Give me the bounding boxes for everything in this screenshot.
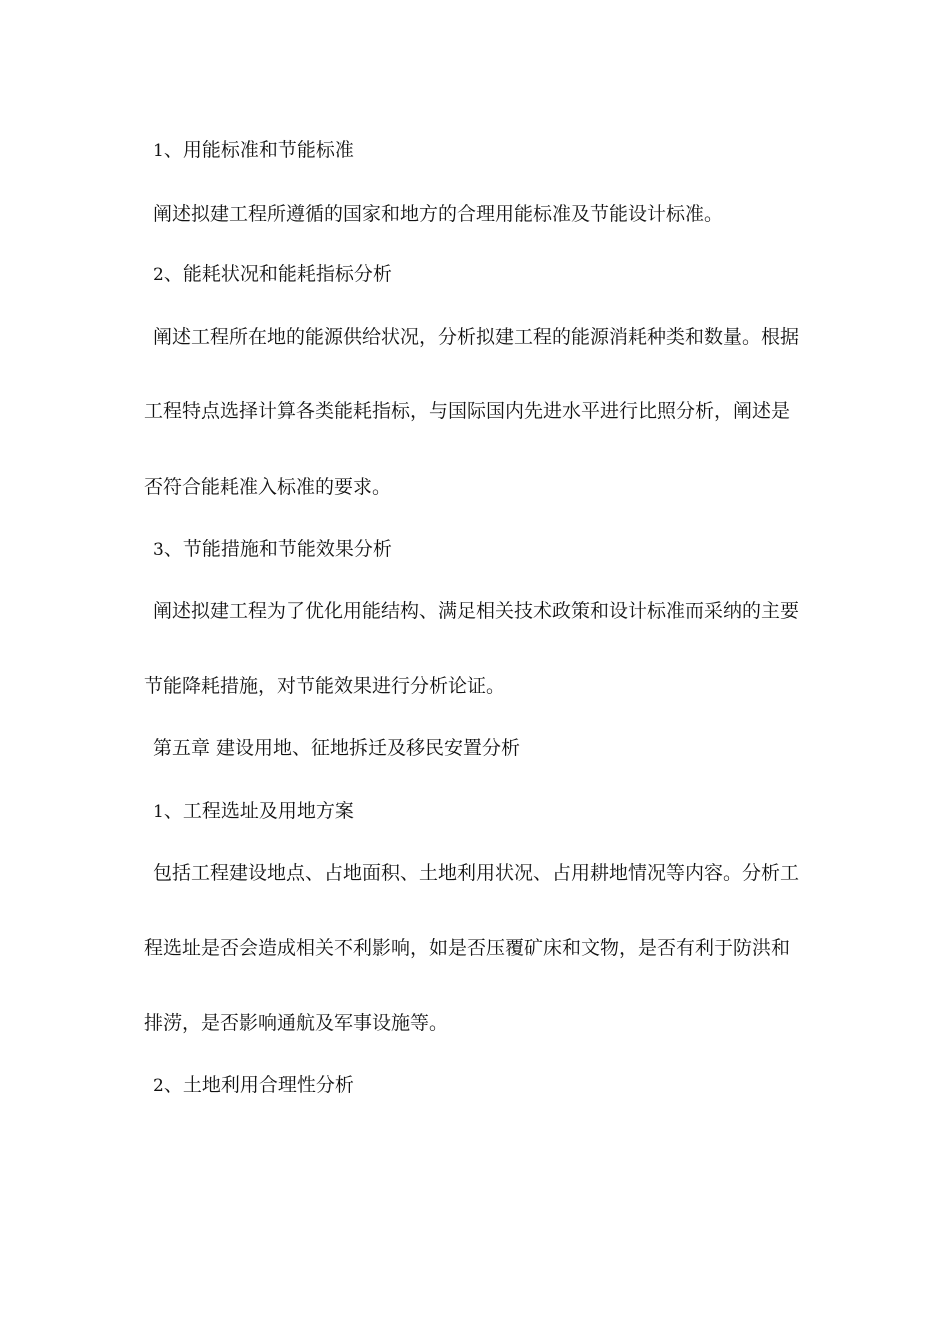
- paragraph-line: 否符合能耗准入标准的要求。: [144, 476, 392, 498]
- heading-number: 2: [153, 265, 164, 285]
- paragraph-line: 工程特点选择计算各类能耗指标，与国际国内先进水平进行比照分析，阐述是: [144, 400, 791, 422]
- paragraph-line: 程选址是否会造成相关不利影响，如是否压覆矿床和文物，是否有利于防洪和: [144, 937, 791, 959]
- section-heading-energy-standards: [153, 137, 825, 164]
- heading-number: 3: [153, 540, 164, 560]
- section-heading-energy-measures: [153, 536, 825, 563]
- heading-number: 2: [153, 1076, 164, 1096]
- heading-text: 、土地利用合理性分析: [163, 1074, 354, 1096]
- heading-text: 、能耗状况和能耗指标分析: [163, 263, 392, 285]
- paragraph-line: 包括工程建设地点、占地面积、土地利用状况、占用耕地情况等内容。分析工: [153, 862, 800, 884]
- heading-number: 1: [153, 141, 164, 161]
- section-heading-site-selection: [153, 798, 825, 825]
- paragraph-line: 节能降耗措施，对节能效果进行分析论证。: [144, 675, 506, 697]
- paragraph-line: 阐述拟建工程为了优化用能结构、满足相关技术政策和设计标准而采纳的主要: [153, 600, 800, 622]
- paragraph-energy-standards: 阐述拟建工程所遵循的国家和地方的合理用能标准及节能设计标准。: [153, 203, 724, 225]
- heading-text: 、工程选址及用地方案: [163, 800, 354, 822]
- chapter-heading: 第五章 建设用地、征地拆迁及移民安置分析: [153, 737, 521, 759]
- paragraph-line: 排涝，是否影响通航及军事设施等。: [144, 1012, 449, 1034]
- paragraph-line: 阐述工程所在地的能源供给状况，分析拟建工程的能源消耗种类和数量。根据: [153, 326, 800, 348]
- heading-text: 、用能标准和节能标准: [163, 139, 354, 161]
- section-heading-land-use: [153, 1072, 825, 1099]
- heading-number: 1: [153, 802, 164, 822]
- section-heading-energy-consumption: [153, 261, 825, 288]
- heading-text: 、节能措施和节能效果分析: [163, 538, 392, 560]
